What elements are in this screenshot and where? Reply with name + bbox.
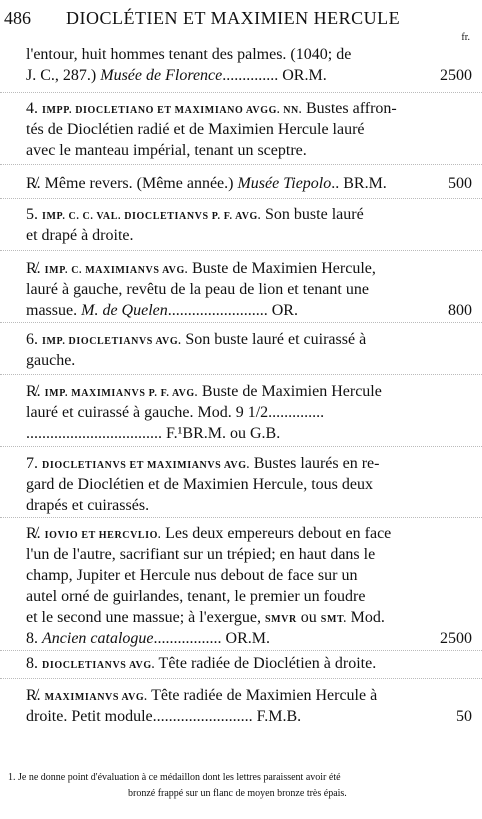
divider: [0, 650, 482, 651]
reverse-6: [26, 381, 472, 444]
divider: [0, 250, 482, 251]
text-line: R̸. Même revers. (Même année.) Musée Tiepolo.. BR.M. 500: [26, 175, 472, 192]
coin-legend: DIOCLETIANVS AVG.: [42, 660, 155, 671]
footnote: [8, 770, 474, 802]
entry-4: [26, 98, 472, 161]
entry-8: [26, 653, 472, 674]
text-line: R̸. IMP. C. MAXIMIANVS AVG. Buste de Maximien Hercule,: [26, 260, 376, 277]
text-line: drapés et cuirassés.: [26, 497, 150, 514]
coin-legend: IMP. DIOCLETIANVS AVG.: [42, 336, 182, 347]
text-line: R̸. IMP. MAXIMIANVS P. F. AVG. Buste de Maximien Hercule: [26, 383, 382, 400]
coin-legend: IMP. MAXIMIANVS P. F. AVG.: [44, 388, 198, 399]
page-number: 486: [4, 8, 31, 28]
text-line: lauré et cuirassé à gauche. Mod. 9 1/2..............: [26, 404, 325, 421]
entry-6: [26, 329, 472, 371]
text-line: autel orné de guirlandes, tenant, le premier un foudre: [26, 588, 366, 605]
footnote-line: 1. Je ne donne point d'évaluation à ce médaillon dont les lettres paraissent avoir été: [8, 772, 341, 783]
text-line: l'entour, huit hommes tenant des palmes. (1040; de: [26, 46, 352, 63]
text-line: gard de Dioclétien et de Maximien Hercule, tous deux: [26, 476, 373, 493]
divider: [0, 517, 482, 518]
text-line: l'un de l'autre, sacrifiant sur un trépied; en haut dans le: [26, 546, 376, 563]
coin-legend: IMP. C. C. VAL. DIOCLETIANVS P. F. AVG.: [42, 211, 262, 222]
text-line: lauré à gauche, revêtu de la peau de lion et tenant une: [26, 281, 369, 298]
coin-legend: IMPP. DIOCLETIANO ET MAXIMIANO AVGG. NN.: [42, 105, 302, 116]
text-line: et drapé à droite.: [26, 227, 134, 244]
text-line: R̸. MAXIMIANVS AVG. Tête radiée de Maximien Hercule à: [26, 687, 378, 704]
page-title: DIOCLÉTIEN ET MAXIMIEN HERCULE: [66, 8, 401, 28]
text-line: avec le manteau impérial, tenant un sceptre.: [26, 142, 307, 159]
text-line: 8. Ancien catalogue................. OR.M. 2500: [26, 630, 472, 647]
reverse-4: [26, 173, 472, 194]
divider: [0, 678, 482, 679]
divider: [0, 198, 482, 199]
text-line: .................................. F.¹BR.M. ou G.B.: [26, 425, 281, 442]
text-line: 7. DIOCLETIANVS ET MAXIMIANVS AVG. Bustes laurés en re-: [26, 455, 380, 472]
price: 50: [456, 708, 472, 725]
text-line: 5. IMP. C. C. VAL. DIOCLETIANVS P. F. AVG. Son buste lauré: [26, 206, 364, 223]
currency-label: fr.: [461, 32, 470, 43]
text-line: 4. IMPP. DIOCLETIANO ET MAXIMIANO AVGG. NN. Bustes affron-: [26, 100, 397, 117]
reverse-5: [26, 258, 472, 321]
text-line: 6. IMP. DIOCLETIANVS AVG. Son buste lauré et cuirassé à: [26, 331, 367, 348]
divider: [0, 92, 482, 93]
divider: [0, 322, 482, 323]
price: 500: [448, 175, 472, 192]
text-line: gauche.: [26, 352, 76, 369]
text-line: J. C., 287.) Musée de Florence.............. OR.M. 2500: [26, 67, 472, 84]
divider: [0, 446, 482, 447]
coin-legend: MAXIMIANVS AVG.: [44, 692, 148, 703]
text-line: massue. M. de Quelen......................... OR. 800: [26, 302, 472, 319]
text-line: champ, Jupiter et Hercule nus debout de face sur un: [26, 567, 358, 584]
coin-legend: IMP. C. MAXIMIANVS AVG.: [44, 265, 188, 276]
divider: [0, 164, 482, 165]
running-header: [4, 6, 478, 30]
entry-5: [26, 204, 472, 246]
price: 2500: [440, 67, 472, 84]
entry-continued: [26, 44, 472, 86]
footnote-line: bronzé frappé sur un flanc de moyen bronze très épais.: [128, 788, 347, 799]
price: 2500: [440, 630, 472, 647]
text-line: tés de Dioclétien radié et de Maximien Hercule lauré: [26, 121, 365, 138]
price: 800: [448, 302, 472, 319]
coin-legend: DIOCLETIANVS ET MAXIMIANVS AVG.: [42, 460, 250, 471]
entry-7: [26, 453, 472, 516]
coin-legend: IOVIO ET HERCVLIO.: [44, 530, 162, 541]
divider: [0, 374, 482, 375]
reverse-8: [26, 685, 472, 727]
text-line: 8. DIOCLETIANVS AVG. Tête radiée de Dioclétien à droite.: [26, 655, 377, 672]
text-line: et le second une massue; à l'exergue, SMVR ou SMT. Mod.: [26, 609, 385, 626]
text-line: droite. Petit module......................... F.M.B. 50: [26, 708, 472, 725]
reverse-7: [26, 523, 472, 649]
text-line: R̸. IOVIO ET HERCVLIO. Les deux empereurs debout en face: [26, 525, 392, 542]
